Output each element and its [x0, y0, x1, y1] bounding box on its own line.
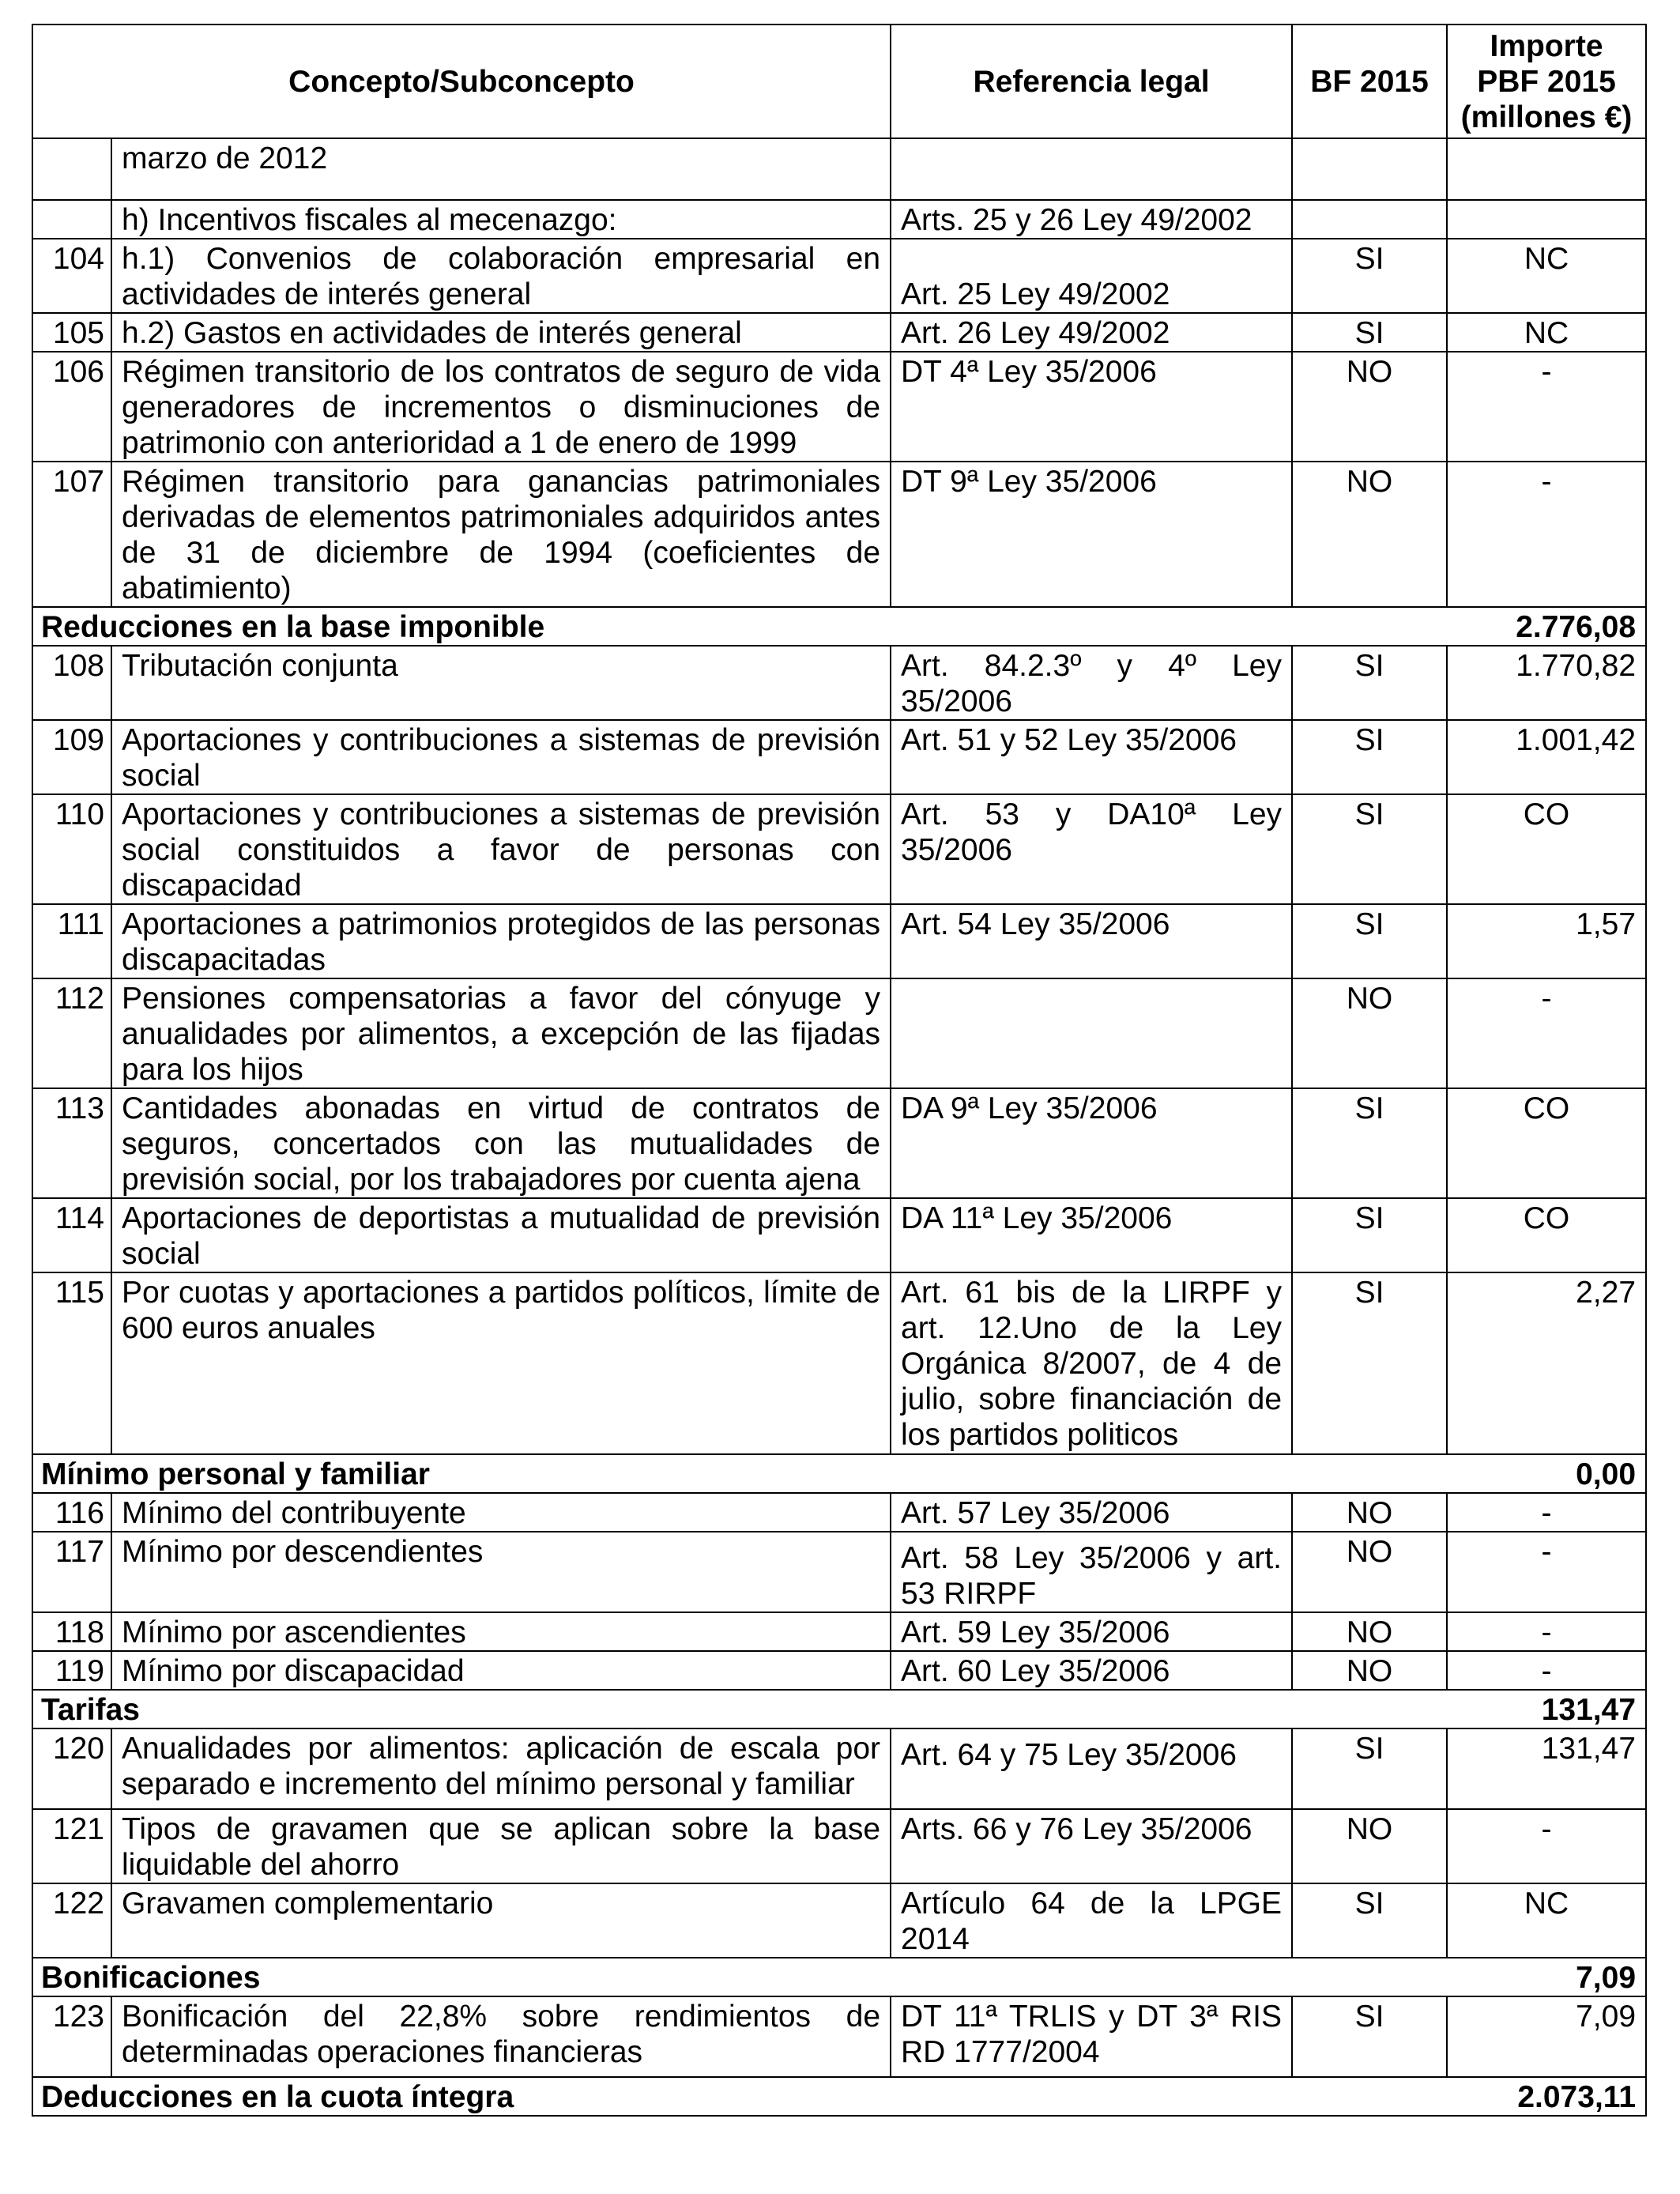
- table-row: [32, 646, 1646, 720]
- row-amount: -: [1447, 1809, 1646, 1883]
- section-row: [32, 1958, 1646, 1996]
- row-amount: CO: [1447, 1088, 1646, 1198]
- row-bf-flag: SI: [1292, 1883, 1447, 1958]
- row-number: 112: [32, 978, 111, 1088]
- row-legal-reference: Art. 25 Ley 49/2002: [891, 239, 1292, 313]
- section-label: Mínimo personal y familiar: [32, 1454, 1447, 1493]
- row-bf-flag: SI: [1292, 239, 1447, 313]
- table-row: [32, 1272, 1646, 1454]
- row-number: 118: [32, 1612, 111, 1651]
- row-legal-reference: Art. 58 Ley 35/2006 y art. 53 RIRPF: [891, 1532, 1292, 1612]
- row-bf-flag: SI: [1292, 1088, 1447, 1198]
- row-concept: Gravamen complementario: [111, 1883, 891, 1958]
- table-row: [32, 1651, 1646, 1690]
- section-total: 2.776,08: [1447, 607, 1646, 646]
- row-number: 123: [32, 1996, 111, 2077]
- row-amount: 2,27: [1447, 1272, 1646, 1454]
- row-legal-reference: [891, 138, 1292, 200]
- row-number: 110: [32, 794, 111, 904]
- row-concept: Mínimo del contribuyente: [111, 1493, 891, 1532]
- row-number: 107: [32, 462, 111, 607]
- row-legal-reference: Art. 61 bis de la LIRPF y art. 12.Uno de la Ley Orgánica 8/2007, de 4 de julio, sobre financiación de los partidos politicos: [891, 1272, 1292, 1454]
- row-amount: -: [1447, 352, 1646, 462]
- row-concept: Bonificación del 22,8% sobre rendimientos de determinadas operaciones financieras: [111, 1996, 891, 2077]
- row-legal-reference: DT 9ª Ley 35/2006: [891, 462, 1292, 607]
- table-row: [32, 978, 1646, 1088]
- row-number: 117: [32, 1532, 111, 1612]
- row-amount: NC: [1447, 1883, 1646, 1958]
- row-bf-flag: SI: [1292, 794, 1447, 904]
- section-label: Bonificaciones: [32, 1958, 1447, 1996]
- row-number: 105: [32, 313, 111, 352]
- row-bf-flag: SI: [1292, 646, 1447, 720]
- table-row: [32, 313, 1646, 352]
- row-legal-reference: Arts. 66 y 76 Ley 35/2006: [891, 1809, 1292, 1883]
- section-label: Deducciones en la cuota íntegra: [32, 2077, 1447, 2116]
- row-concept: Aportaciones a patrimonios protegidos de las personas discapacitadas: [111, 904, 891, 978]
- row-number: 115: [32, 1272, 111, 1454]
- row-bf-flag: [1292, 200, 1447, 239]
- table-row: [32, 239, 1646, 313]
- row-bf-flag: NO: [1292, 1532, 1447, 1612]
- row-concept: Régimen transitorio de los contratos de seguro de vida generadores de incrementos o disminuciones de patrimonio con anterioridad a 1 de enero de 1999: [111, 352, 891, 462]
- row-concept: h) Incentivos fiscales al mecenazgo:: [111, 200, 891, 239]
- table-row: [32, 1612, 1646, 1651]
- row-number: 119: [32, 1651, 111, 1690]
- row-legal-reference: Art. 26 Ley 49/2002: [891, 313, 1292, 352]
- tax-benefits-table: [32, 24, 1647, 2117]
- row-concept: Aportaciones de deportistas a mutualidad de previsión social: [111, 1198, 891, 1272]
- table-row: [32, 462, 1646, 607]
- row-number: 114: [32, 1198, 111, 1272]
- table-row: [32, 200, 1646, 239]
- row-legal-reference: Art. 64 y 75 Ley 35/2006: [891, 1728, 1292, 1809]
- table-row: [32, 1809, 1646, 1883]
- row-bf-flag: SI: [1292, 1996, 1447, 2077]
- row-amount: -: [1447, 1532, 1646, 1612]
- table-row: [32, 138, 1646, 200]
- table-row: [32, 1883, 1646, 1958]
- row-bf-flag: NO: [1292, 1651, 1447, 1690]
- row-amount: -: [1447, 1493, 1646, 1532]
- row-concept: Cantidades abonadas en virtud de contratos de seguros, concertados con las mutualidades de previsión social, por los trabajadores por cuenta ajena: [111, 1088, 891, 1198]
- row-legal-reference: DA 11ª Ley 35/2006: [891, 1198, 1292, 1272]
- table-row: [32, 904, 1646, 978]
- row-bf-flag: SI: [1292, 904, 1447, 978]
- row-amount: -: [1447, 978, 1646, 1088]
- row-bf-flag: NO: [1292, 462, 1447, 607]
- row-number: 113: [32, 1088, 111, 1198]
- row-number: 122: [32, 1883, 111, 1958]
- header-importe: Importe PBF 2015 (millones €): [1447, 25, 1646, 138]
- row-number: 111: [32, 904, 111, 978]
- row-bf-flag: NO: [1292, 352, 1447, 462]
- row-number: [32, 138, 111, 200]
- table-row: [32, 1198, 1646, 1272]
- row-legal-reference: DT 11ª TRLIS y DT 3ª RIS RD 1777/2004: [891, 1996, 1292, 2077]
- row-amount: -: [1447, 462, 1646, 607]
- row-concept: Por cuotas y aportaciones a partidos políticos, límite de 600 euros anuales: [111, 1272, 891, 1454]
- row-amount: 1,57: [1447, 904, 1646, 978]
- row-legal-reference: Art. 57 Ley 35/2006: [891, 1493, 1292, 1532]
- row-bf-flag: SI: [1292, 720, 1447, 794]
- row-legal-reference: Art. 53 y DA10ª Ley 35/2006: [891, 794, 1292, 904]
- section-row: [32, 1454, 1646, 1493]
- row-legal-reference: Art. 84.2.3º y 4º Ley 35/2006: [891, 646, 1292, 720]
- row-legal-reference: Art. 51 y 52 Ley 35/2006: [891, 720, 1292, 794]
- row-bf-flag: SI: [1292, 1272, 1447, 1454]
- row-concept: Aportaciones y contribuciones a sistemas de previsión social constituidos a favor de personas con discapacidad: [111, 794, 891, 904]
- row-legal-reference: Art. 60 Ley 35/2006: [891, 1651, 1292, 1690]
- row-amount: NC: [1447, 239, 1646, 313]
- row-amount: 1.770,82: [1447, 646, 1646, 720]
- row-bf-flag: NO: [1292, 1809, 1447, 1883]
- header-concepto: Concepto/Subconcepto: [32, 25, 891, 138]
- section-total: 0,00: [1447, 1454, 1646, 1493]
- row-amount: [1447, 200, 1646, 239]
- row-legal-reference: DA 9ª Ley 35/2006: [891, 1088, 1292, 1198]
- row-bf-flag: SI: [1292, 313, 1447, 352]
- row-concept: h.1) Convenios de colaboración empresarial en actividades de interés general: [111, 239, 891, 313]
- header-row: [32, 25, 1646, 138]
- row-amount: 1.001,42: [1447, 720, 1646, 794]
- row-amount: NC: [1447, 313, 1646, 352]
- row-amount: CO: [1447, 1198, 1646, 1272]
- row-number: 108: [32, 646, 111, 720]
- section-total: 131,47: [1447, 1690, 1646, 1728]
- row-legal-reference: Art. 54 Ley 35/2006: [891, 904, 1292, 978]
- row-amount: -: [1447, 1651, 1646, 1690]
- row-number: 106: [32, 352, 111, 462]
- section-label: Tarifas: [32, 1690, 1447, 1728]
- row-bf-flag: SI: [1292, 1728, 1447, 1809]
- row-number: 120: [32, 1728, 111, 1809]
- row-concept: Tipos de gravamen que se aplican sobre la base liquidable del ahorro: [111, 1809, 891, 1883]
- row-legal-reference: [891, 978, 1292, 1088]
- row-concept: Régimen transitorio para ganancias patrimoniales derivadas de elementos patrimoniales adquiridos antes de 31 de diciembre de 1994 (coeficientes de abatimiento): [111, 462, 891, 607]
- row-bf-flag: NO: [1292, 978, 1447, 1088]
- row-amount: 131,47: [1447, 1728, 1646, 1809]
- section-label: Reducciones en la base imponible: [32, 607, 1447, 646]
- row-legal-reference: DT 4ª Ley 35/2006: [891, 352, 1292, 462]
- table-row: [32, 1088, 1646, 1198]
- row-concept: Anualidades por alimentos: aplicación de escala por separado e incremento del mínimo personal y familiar: [111, 1728, 891, 1809]
- table-row: [32, 1532, 1646, 1612]
- row-number: [32, 200, 111, 239]
- row-concept: Pensiones compensatorias a favor del cónyuge y anualidades por alimentos, a excepción de las fijadas para los hijos: [111, 978, 891, 1088]
- row-legal-reference: Artículo 64 de la LPGE 2014: [891, 1883, 1292, 1958]
- section-row: [32, 607, 1646, 646]
- table-row: [32, 1493, 1646, 1532]
- row-number: 104: [32, 239, 111, 313]
- row-amount: 7,09: [1447, 1996, 1646, 2077]
- row-concept: Mínimo por descendientes: [111, 1532, 891, 1612]
- row-number: 116: [32, 1493, 111, 1532]
- table-row: [32, 1728, 1646, 1809]
- section-total: 7,09: [1447, 1958, 1646, 1996]
- row-legal-reference: Arts. 25 y 26 Ley 49/2002: [891, 200, 1292, 239]
- header-bf: BF 2015: [1292, 25, 1447, 138]
- row-bf-flag: SI: [1292, 1198, 1447, 1272]
- row-concept: h.2) Gastos en actividades de interés general: [111, 313, 891, 352]
- row-amount: CO: [1447, 794, 1646, 904]
- row-concept: Aportaciones y contribuciones a sistemas de previsión social: [111, 720, 891, 794]
- row-concept: marzo de 2012: [111, 138, 891, 200]
- header-referencia: Referencia legal: [891, 25, 1292, 138]
- row-bf-flag: NO: [1292, 1612, 1447, 1651]
- section-total: 2.073,11: [1447, 2077, 1646, 2116]
- table-row: [32, 1996, 1646, 2077]
- row-legal-reference: Art. 59 Ley 35/2006: [891, 1612, 1292, 1651]
- row-bf-flag: [1292, 138, 1447, 200]
- table-row: [32, 352, 1646, 462]
- row-bf-flag: NO: [1292, 1493, 1447, 1532]
- row-amount: -: [1447, 1612, 1646, 1651]
- row-amount: [1447, 138, 1646, 200]
- row-concept: Mínimo por ascendientes: [111, 1612, 891, 1651]
- row-number: 109: [32, 720, 111, 794]
- row-number: 121: [32, 1809, 111, 1883]
- table-row: [32, 720, 1646, 794]
- row-concept: Mínimo por discapacidad: [111, 1651, 891, 1690]
- section-row: [32, 1690, 1646, 1728]
- section-row: [32, 2077, 1646, 2116]
- table-body: [32, 138, 1646, 2116]
- table-row: [32, 794, 1646, 904]
- row-concept: Tributación conjunta: [111, 646, 891, 720]
